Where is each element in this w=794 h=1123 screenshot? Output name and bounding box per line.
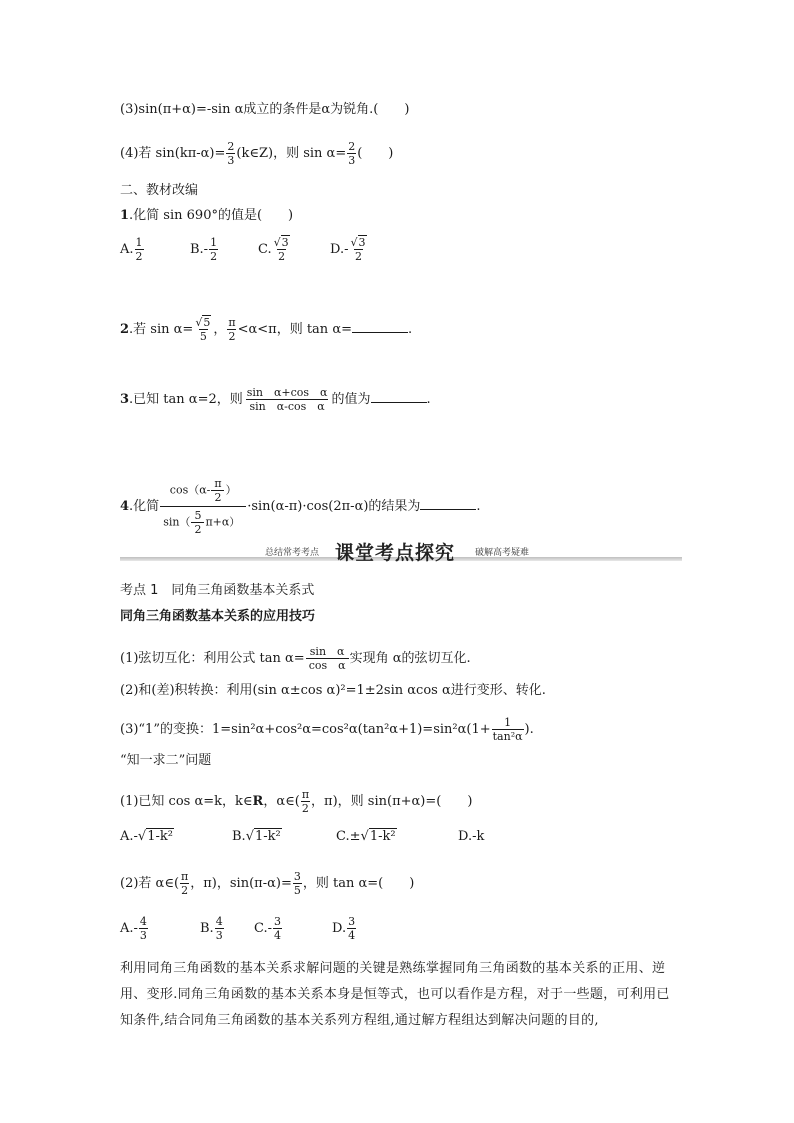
option-a: A.- $\frac{4}{3}$ <box>120 915 147 942</box>
fraction: $\frac{\pi}{2}$ <box>301 788 310 815</box>
sqrt: √3 <box>273 236 289 249</box>
answer-blank <box>420 497 476 510</box>
tip-2: (2)和(差)积转换：利用(sin α±cos α)²=1±2sin αcos α进行变形、转化. <box>120 683 546 698</box>
fraction: $\frac{\pi}{2}$ <box>181 870 189 897</box>
exercise-4-pre: (4)若 sin(kπ-α)= <box>120 146 226 161</box>
example-2: (2)若 α∈( $\frac{\pi}{2}$ ，π)，sin(π-α)= $\frac{3}{5}$ ，则 tan α=( ) <box>120 870 415 897</box>
option-d: D.-k <box>458 829 485 844</box>
section-title: 二、教材改编 <box>120 183 199 198</box>
sqrt: √1-k² <box>137 829 173 844</box>
fraction: $\frac{2}{3}$ <box>348 140 356 167</box>
banner-title: 课堂考点探究 <box>335 542 456 564</box>
problem-number: 1 <box>120 208 130 223</box>
fraction: $\frac{\text{sin α}}{\text{cos α}}$ <box>306 645 349 672</box>
option-c: C. $\frac{√3}{2}$ <box>258 236 289 263</box>
exercise-3 <box>120 101 409 119</box>
option-d: D.- $\frac{√3}{2}$ <box>330 236 366 263</box>
answer-blank <box>371 390 427 403</box>
fraction: $\frac{√3}{2}$ <box>273 236 289 263</box>
fraction: $\frac{1}{2}$ <box>135 236 143 263</box>
option-b: B. $\frac{4}{3}$ <box>200 915 223 942</box>
fraction: $\frac{√5}{5}$ <box>195 316 211 343</box>
exercise-4-mid: (k∈Z)，则 sin α= <box>236 146 347 161</box>
fraction: $\frac{1}{\text{tan²α}}$ <box>492 716 523 743</box>
fraction: $\frac{4}{3}$ <box>215 915 223 942</box>
problem-3: 3.已知 tan α=2，则 $\frac{\text{sin α+cos α}}{\text{sin α-cos α}}$ 的值为 . <box>120 386 431 413</box>
summary-paragraph: 利用同角三角函数的基本关系求解问题的关键是熟练掌握同角三角函数的基本关系的正用、逆用、变形.同角三角函数的基本关系本身是恒等式，也可以看作是方程，对于一些题，可利用已知条件,结合同角三角函数的基本关系列方程组,通过解方程组达到解决问题的目的, <box>120 961 670 1028</box>
option-b: B.√1-k² <box>232 829 281 844</box>
problem-number: 3 <box>120 392 130 407</box>
sqrt: √1-k² <box>360 829 396 844</box>
banner-left-caption: 总结常考考点 <box>265 548 320 558</box>
fraction: $\frac{√3}{2}$ <box>350 236 366 263</box>
sqrt: √1-k² <box>245 829 281 844</box>
fraction: $\frac{4}{3}$ <box>139 915 147 942</box>
fraction: cos（α- $\frac{\pi}{2}$ ） sin（ $\frac{5}{2}$ π+α） <box>160 477 246 536</box>
fraction: $\frac{\pi}{2}$ <box>211 477 224 504</box>
fraction: $\frac{\pi}{2}$ <box>228 316 236 343</box>
topic-subtitle: 同角三角函数基本关系的应用技巧 <box>120 609 316 624</box>
option-d: D. $\frac{3}{4}$ <box>332 915 356 942</box>
fraction: $\frac{1}{2}$ <box>210 236 218 263</box>
problem-number: 2 <box>120 322 130 337</box>
problem-1-text: .化简 sin 690°的值是( ) <box>129 208 294 223</box>
subtopic-title: “知一求二”问题 <box>120 753 212 768</box>
problem-2: 2.若 sin α= $\frac{√5}{5}$ ， $\frac{\pi}{2}$ <α<π，则 tan α= . <box>120 316 413 343</box>
topic-title: 考点 1 同角三角函数基本关系式 <box>120 583 315 598</box>
option-b: B.- $\frac{1}{2}$ <box>190 236 218 263</box>
section-banner <box>120 536 682 566</box>
fraction: $\frac{2}{3}$ <box>227 140 235 167</box>
fraction: $\frac{3}{4}$ <box>348 915 356 942</box>
problem-1 <box>120 207 293 225</box>
sqrt: √3 <box>350 236 366 249</box>
exercise-4-post: ( ) <box>357 146 394 161</box>
option-c: C.- $\frac{3}{4}$ <box>254 915 282 942</box>
banner-right-caption: 破解高考疑难 <box>475 548 530 558</box>
tip-1: (1)弦切互化：利用公式 tan α= $\frac{\text{sin α}}{\text{cos α}}$ 实现角 α的弦切互化. <box>120 645 471 672</box>
tip-3: (3)“1”的变换：1=sin²α+cos²α=cos²α(tan²α+1)=sin²α(1+ $\frac{1}{\text{tan²α}}$ ). <box>120 716 534 743</box>
option-c: C.±√1-k² <box>336 829 396 844</box>
fraction: $\frac{5}{2}$ <box>191 509 204 536</box>
fraction: $\frac{\text{sin α+cos α}}{\text{sin α-cos α}}$ <box>246 386 328 413</box>
exercise-4 <box>120 140 393 167</box>
example-1: (1)已知 cos α=k，k∈R，α∈( $\frac{\pi}{2}$ ，π)，则 sin(π+α)=( ) <box>120 788 473 815</box>
sqrt: √5 <box>195 316 211 329</box>
problem-number: 4 <box>120 499 130 514</box>
problem-4: 4.化简 cos（α- $\frac{\pi}{2}$ ） sin（ $\frac{5}{2}$ π+α） ·sin(α-π)·cos(2π-α)的结果为 . <box>120 477 481 536</box>
option-a: A.-√1-k² <box>120 829 173 844</box>
option-a: A. $\frac{1}{2}$ <box>120 236 143 263</box>
fraction: $\frac{3}{4}$ <box>274 915 282 942</box>
exercise-3-text: (3)sin(π+α)=-sin α成立的条件是α为锐角.( ) <box>120 102 410 117</box>
answer-blank <box>352 320 408 333</box>
fraction: $\frac{3}{5}$ <box>293 870 301 897</box>
